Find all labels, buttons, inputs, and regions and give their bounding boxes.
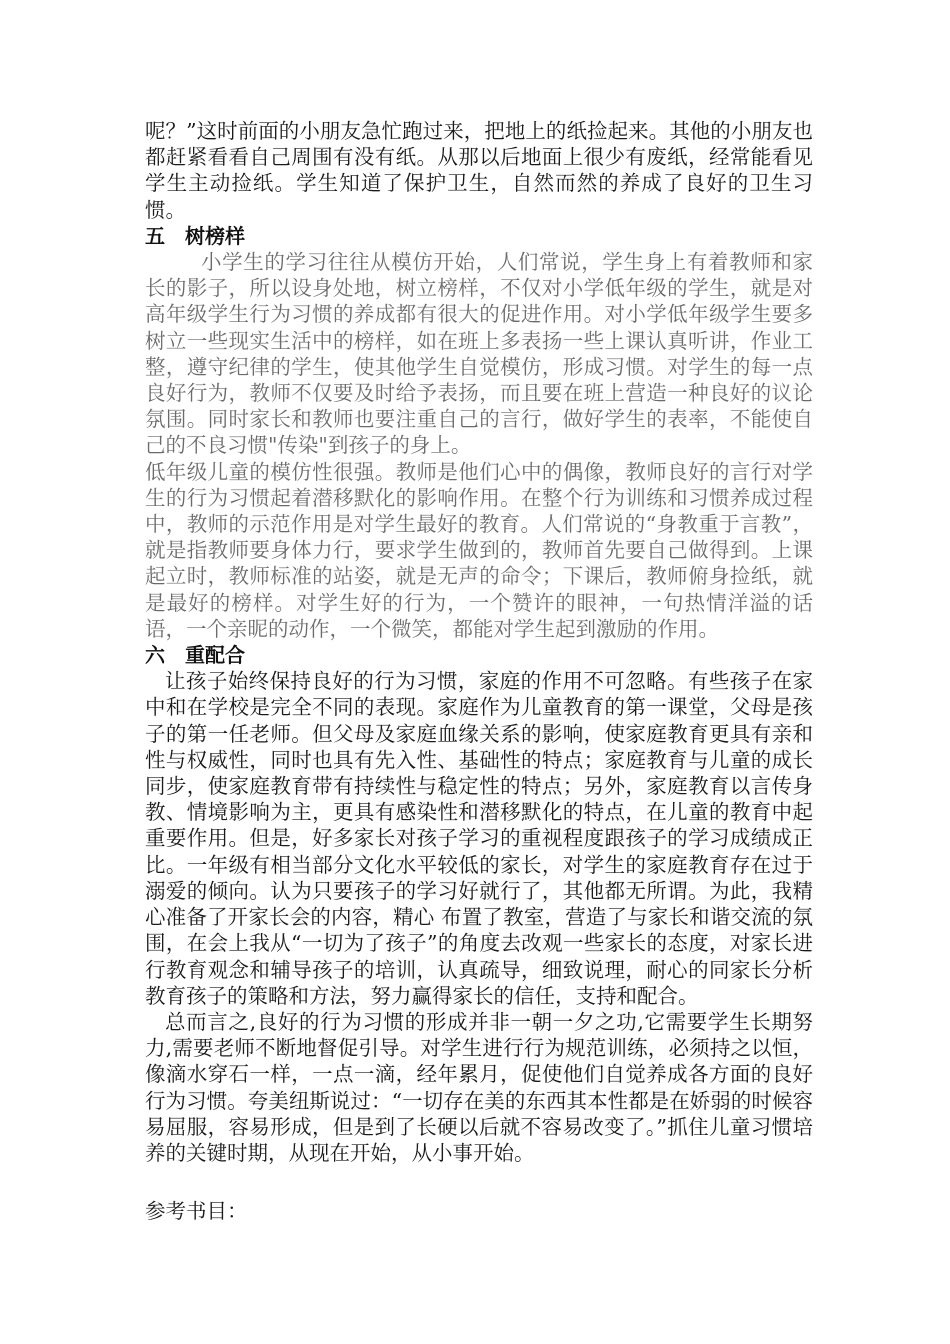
references-label: 参考书目： xyxy=(145,1199,248,1224)
document-body xyxy=(145,118,813,1224)
section-heading-cooperation: 六 重配合 xyxy=(145,643,245,668)
role-models-paragraph-2: 低年级儿童的模仿性很强。教师是他们心中的偶像，教师良好的言行对学生的行为习惯起着潜移默化的影响作用。在整个行为训练和习惯养成过程中，教师的示范作用是对学生最好的教育。人们常说的“身教重于言教”，就是指教师要身体力行，要求学生做到的，教师首先要自己做得到。上课起立时，教师标准的站姿，就是无声的命令；下课后，教师俯身捡纸，就是最好的榜样。对学生好的行为，一个赞许的眼神，一句热情洋溢的话语，一个亲昵的动作，一个微笑，都能对学生起到激励的作用。 xyxy=(145,459,813,641)
blank-line xyxy=(145,1166,813,1192)
section-heading-role-models: 五 树榜样 xyxy=(145,223,245,248)
role-models-paragraph-1: 小学生的学习往往从模仿开始，人们常说，学生身上有着教师和家长的影子，所以设身处地，树立榜样，不仅对小学低年级的学生，就是对高年级学生行为习惯的养成都有很大的促进作用。对小学低年级学生要多树立一些现实生活中的榜样，如在班上多表扬一些上课认真听讲，作业工整，遵守纪律的学生，使其他学生自觉模仿，形成习惯。对学生的每一点良好行为，教师不仅要及时给予表扬，而且要在班上营造一种良好的议论氛围。同时家长和教师也要注重自己的言行，做好学生的表率，不能使自己的不良习惯"传染"到孩子的身上。 xyxy=(145,250,813,458)
cooperation-paragraph-1: 让孩子始终保持良好的行为习惯，家庭的作用不可忽略。有些孩子在家中和在学校是完全不同的表现。家庭作为儿童教育的第一课堂，父母是孩子的第一任老师。但父母及家庭血缘关系的影响，使家庭教育更具有亲和性与权威性，同时也具有先入性、基础性的特点；家庭教育与儿童的成长同步，使家庭教育带有持续性与稳定性的特点；另外，家庭教育以言传身教、情境影响为主，更具有感染性和潜移默化的特点，在儿童的教育中起重要作用。但是，好多家长对孩子学习的重视程度跟孩子的学习成绩成正比。一年级有相当部分文化水平较低的家长，对学生的家庭教育存在过于溺爱的倾向。认为只要孩子的学习好就行了，其他都无所谓。为此，我精心准备了开家长会的内容，精心 布置了教室，营造了与家长和谐交流的氛围，在会上我从“一切为了孩子”的角度去改观一些家长的态度，对家长进行教育观念和辅导孩子的培训，认真疏导，细致说理，耐心的同家长分析教育孩子的策略和方法，努力赢得家长的信任，支持和配合。 xyxy=(145,669,813,1008)
intro-paragraph: 呢？”这时前面的小朋友急忙跑过来，把地上的纸捡起来。其他的小朋友也都赶紧看看自己周围有没有纸。从那以后地面上很少有废纸，经常能看见学生主动捡纸。学生知道了保护卫生，自然而然的养成了良好的卫生习惯。 xyxy=(145,119,813,222)
conclusion-paragraph: 总而言之,良好的行为习惯的形成并非一朝一夕之功,它需要学生长期努力,需要老师不断地督促引导。对学生进行行为规范训练，必须持之以恒，像滴水穿石一样，一点一滴，经年累月，促使他们自觉养成各方面的良好行为习惯。夸美纽斯说过：“一切存在美的东西其本性都是在娇弱的时候容易屈服，容易形成，但是到了长硬以后就不容易改变了。”抓住儿童习惯培养的关键时期，从现在开始，从小事开始。 xyxy=(145,1009,813,1165)
